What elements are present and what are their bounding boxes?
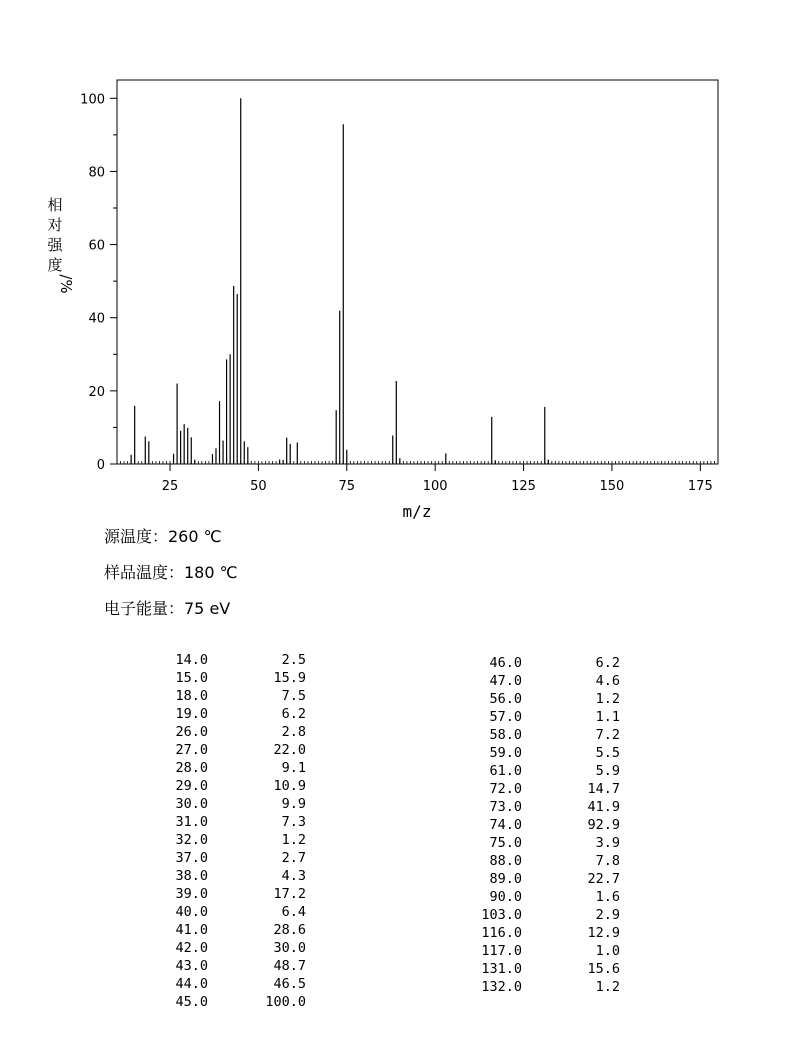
mz-value: 19.0 bbox=[175, 706, 208, 722]
mz-value: 74.0 bbox=[489, 817, 522, 833]
intensity-value: 1.2 bbox=[281, 832, 306, 848]
mz-value: 31.0 bbox=[175, 814, 208, 830]
mz-value: 103.0 bbox=[481, 907, 522, 923]
intensity-value: 9.1 bbox=[281, 760, 306, 776]
mz-value: 43.0 bbox=[175, 958, 208, 974]
mz-value: 14.0 bbox=[175, 652, 208, 668]
intensity-value: 1.1 bbox=[595, 709, 620, 725]
x-tick-label: 25 bbox=[161, 479, 179, 494]
mz-value: 73.0 bbox=[489, 799, 522, 815]
intensity-value: 28.6 bbox=[273, 922, 306, 938]
mz-value: 15.0 bbox=[175, 670, 208, 686]
mz-value: 72.0 bbox=[489, 781, 522, 797]
mz-value: 32.0 bbox=[175, 832, 208, 848]
mz-value: 39.0 bbox=[175, 886, 208, 902]
intensity-value: 6.2 bbox=[595, 655, 620, 671]
mz-value: 88.0 bbox=[489, 853, 522, 869]
mz-value: 47.0 bbox=[489, 673, 522, 689]
intensity-value: 15.6 bbox=[587, 961, 620, 977]
intensity-value: 7.2 bbox=[595, 727, 620, 743]
y-tick-label: 20 bbox=[88, 384, 105, 400]
mz-value: 56.0 bbox=[489, 691, 522, 707]
intensity-value: 14.7 bbox=[587, 781, 620, 797]
y-label-unit: /% bbox=[57, 274, 75, 294]
intensity-value: 1.2 bbox=[595, 691, 620, 707]
intensity-value: 7.3 bbox=[281, 814, 306, 830]
mz-value: 90.0 bbox=[489, 889, 522, 905]
mz-value: 46.0 bbox=[489, 655, 522, 671]
plot-frame bbox=[117, 80, 718, 464]
intensity-value: 92.9 bbox=[587, 817, 620, 833]
intensity-value: 1.2 bbox=[595, 979, 620, 995]
mz-value: 27.0 bbox=[175, 742, 208, 758]
mz-value: 42.0 bbox=[175, 940, 208, 956]
x-axis-ticks bbox=[162, 464, 713, 494]
mz-value: 59.0 bbox=[489, 745, 522, 761]
intensity-value: 7.8 bbox=[595, 853, 620, 869]
electron-energy: 电子能量：75 eV bbox=[104, 599, 231, 618]
mz-value: 26.0 bbox=[175, 724, 208, 740]
y-tick-label: 80 bbox=[88, 165, 105, 181]
mz-value: 131.0 bbox=[481, 961, 522, 977]
peak-bars bbox=[131, 98, 548, 464]
intensity-value: 5.9 bbox=[595, 763, 620, 779]
y-label-char: 相 bbox=[47, 196, 63, 214]
intensity-value: 6.4 bbox=[281, 904, 306, 920]
x-tick-label: 125 bbox=[511, 479, 536, 494]
intensity-value: 2.8 bbox=[281, 724, 306, 740]
mz-value: 57.0 bbox=[489, 709, 522, 725]
intensity-value: 3.9 bbox=[595, 835, 620, 851]
mz-value: 44.0 bbox=[175, 976, 208, 992]
mz-value: 18.0 bbox=[175, 688, 208, 704]
intensity-value: 9.9 bbox=[281, 796, 306, 812]
mz-value: 41.0 bbox=[175, 922, 208, 938]
y-tick-label: 100 bbox=[80, 92, 105, 108]
x-tick-label: 175 bbox=[687, 479, 713, 494]
sample-temperature: 样品温度：180 ℃ bbox=[104, 563, 238, 582]
mz-value: 89.0 bbox=[489, 871, 522, 887]
mz-value: 116.0 bbox=[481, 925, 522, 941]
mz-value: 45.0 bbox=[175, 994, 208, 1010]
x-tick-label: 50 bbox=[250, 479, 267, 494]
intensity-value: 10.9 bbox=[273, 778, 306, 794]
mz-value: 75.0 bbox=[489, 835, 522, 851]
mz-value: 132.0 bbox=[481, 979, 522, 995]
mz-value: 28.0 bbox=[175, 760, 208, 776]
intensity-value: 2.7 bbox=[281, 850, 306, 866]
y-label-char: 强 bbox=[47, 236, 63, 254]
y-axis-label bbox=[47, 196, 75, 294]
x-tick-label: 75 bbox=[338, 479, 356, 494]
y-axis-ticks bbox=[80, 92, 117, 473]
intensity-value: 46.5 bbox=[273, 976, 306, 992]
intensity-value: 6.2 bbox=[281, 706, 306, 722]
intensity-value: 1.0 bbox=[595, 943, 620, 959]
intensity-value: 4.6 bbox=[595, 673, 620, 689]
intensity-value: 22.0 bbox=[273, 742, 306, 758]
mz-value: 40.0 bbox=[175, 904, 208, 920]
x-axis-label: m/z bbox=[402, 502, 432, 521]
intensity-value: 2.5 bbox=[281, 652, 306, 668]
intensity-value: 48.7 bbox=[273, 958, 306, 974]
mz-value: 117.0 bbox=[481, 943, 522, 959]
x-tick-label: 100 bbox=[422, 479, 448, 494]
mz-value: 61.0 bbox=[489, 763, 522, 779]
y-label-char: 度 bbox=[47, 256, 63, 274]
intensity-value: 5.5 bbox=[595, 745, 620, 761]
y-tick-label: 40 bbox=[88, 311, 105, 327]
intensity-value: 12.9 bbox=[587, 925, 620, 941]
mz-value: 30.0 bbox=[175, 796, 208, 812]
intensity-value: 30.0 bbox=[273, 940, 306, 956]
intensity-value: 7.5 bbox=[281, 688, 306, 704]
intensity-value: 41.9 bbox=[587, 799, 620, 815]
mz-value: 38.0 bbox=[175, 868, 208, 884]
intensity-value: 22.7 bbox=[587, 871, 620, 887]
source-temperature: 源温度：260 ℃ bbox=[104, 527, 222, 546]
intensity-value: 15.9 bbox=[273, 670, 306, 686]
y-label-char: 对 bbox=[47, 216, 63, 234]
intensity-value: 4.3 bbox=[281, 868, 306, 884]
intensity-value: 100.0 bbox=[265, 994, 306, 1010]
y-tick-label: 60 bbox=[88, 238, 105, 254]
intensity-value: 1.6 bbox=[595, 889, 620, 905]
x-tick-label: 150 bbox=[599, 479, 625, 494]
mz-value: 37.0 bbox=[175, 850, 208, 866]
y-tick-label: 0 bbox=[96, 458, 105, 473]
intensity-value: 2.9 bbox=[595, 907, 620, 923]
mz-value: 29.0 bbox=[175, 778, 208, 794]
intensity-value: 17.2 bbox=[273, 886, 306, 902]
mz-value: 58.0 bbox=[489, 727, 522, 743]
